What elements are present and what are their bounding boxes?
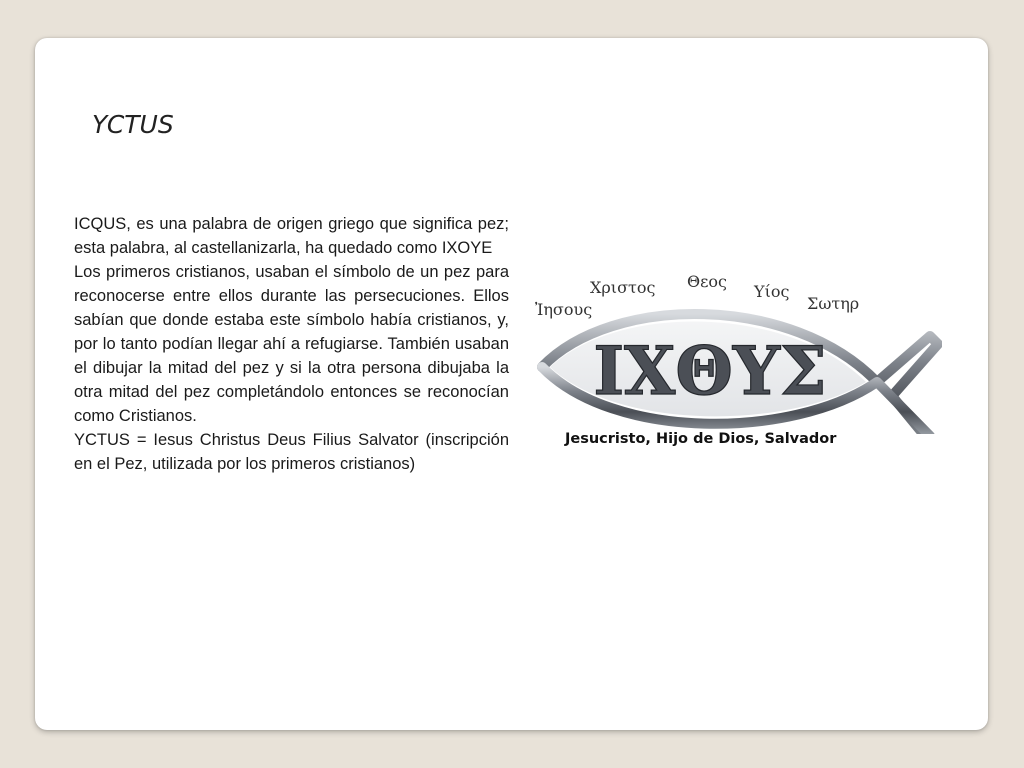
paragraph-2: Los primeros cristianos, usaban el símbolo de un pez para reconocerse entre ellos durante las persecuciones. Ellos sabían que donde estaba este símbolo había cristianos, y, por lo tanto podían llegar ahí a refugiarse. También usaban el dibujar la mitad del pez y si la otra persona dibujaba la otra mitad del pez completándolo entonces se reconocían como Cristianos. [74, 263, 509, 425]
greek-word-soter: Σωτηρ [807, 294, 860, 313]
ichthys-letters: ΙΧΘΥΣ [593, 332, 827, 410]
slide [35, 38, 988, 730]
greek-word-yios: Υίος [754, 282, 790, 301]
ichthys-fish-emblem [532, 264, 942, 434]
greek-word-theos: Θεος [687, 272, 727, 291]
paragraph-1: ICQUS, es una palabra de origen griego que significa pez; esta palabra, al castellanizarla, ha quedado como IXOYE [74, 215, 509, 257]
slide-title: YCTUS [92, 110, 174, 139]
body-text [74, 212, 509, 476]
greek-word-christos: Χριστος [590, 278, 656, 297]
ichthys-figure [532, 264, 942, 464]
paragraph-3: YCTUS = Iesus Christus Deus Filius Salvator (inscripción en el Pez, utilizada por los primeros cristianos) [74, 431, 509, 473]
figure-caption: Jesucristo, Hijo de Dios, Salvador [565, 431, 837, 447]
greek-word-iesous: Ἰησους [535, 300, 593, 319]
